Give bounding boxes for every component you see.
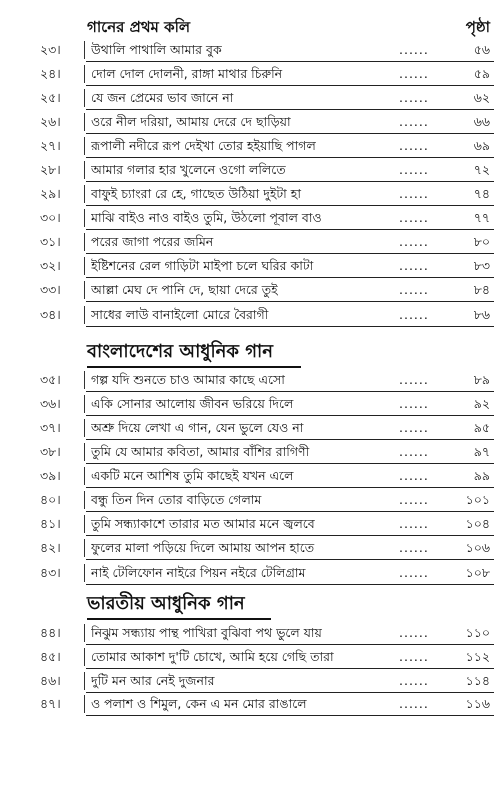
row-rule	[86, 326, 494, 327]
entry-page-number: ১১০	[465, 625, 490, 640]
entry-title: তুমি যে আমার কবিতা, আমার বাঁশির রাগিণী	[91, 444, 310, 459]
entry-title: নাই টেলিফোন নাইরে পিয়ন নইরে টেলিগ্রাম	[91, 565, 306, 580]
entry-page-number: ৯২	[473, 396, 490, 411]
entry-separator	[84, 281, 85, 299]
entry-title: বাফুই চ্যাংরা রে হে, গাছেত উঠিয়া দুইটা হা	[91, 186, 301, 201]
entry-number: ২৪।	[40, 66, 61, 81]
entry-title: রূপালী নদীরে রূপ দেইখা তোর হইয়াছি পাগল	[91, 138, 316, 153]
dot-leader: ......	[399, 210, 429, 225]
entry-number: ৪৭।	[40, 696, 61, 711]
toc-entry	[0, 464, 496, 488]
entry-separator	[84, 65, 85, 83]
entry-separator	[84, 624, 85, 642]
toc-entry	[0, 512, 496, 536]
dot-leader: ......	[399, 186, 429, 201]
entry-number: ৩৫।	[40, 372, 61, 387]
entry-title: পরের জাগা পরের জমিন	[91, 234, 214, 249]
dot-leader: ......	[399, 565, 429, 580]
entry-title: একি সোনার আলোয় জীবন ভরিয়ে দিলে	[91, 396, 294, 411]
dot-leader: ......	[399, 138, 429, 153]
entry-title: ওরে নীল দরিয়া, আমায় দেরে দে ছাড়িয়া	[91, 114, 291, 129]
entry-title: ইষ্টিশনের রেল গাড়িটা মাইপা চলে ঘরির কাটা	[91, 258, 314, 273]
dot-leader: ......	[399, 649, 429, 664]
entry-page-number: ১০১	[465, 492, 490, 507]
entry-number: ৩২।	[40, 258, 61, 273]
column-title: গানের প্রথম কলি	[87, 18, 191, 36]
entry-separator	[84, 137, 85, 155]
entry-number: ৩৮।	[40, 444, 61, 459]
entry-title: ও পলাশ ও শিমুল, কেন এ মন মোর রাঙালে	[91, 696, 307, 711]
entry-number: ২৮।	[40, 162, 61, 177]
entry-number: ৩০।	[40, 210, 61, 225]
toc-entry	[0, 230, 496, 254]
entry-title: দুটি মন আর নেই দুজনার	[91, 673, 215, 688]
entry-separator	[84, 89, 85, 107]
entry-separator	[84, 467, 85, 485]
entry-page-number: ৯৭	[473, 444, 490, 459]
dot-leader: ......	[399, 307, 429, 322]
toc-entry	[0, 158, 496, 182]
entry-page-number: ১০৪	[465, 516, 490, 531]
entry-title: তুমি সন্ধ্যাকাশে তারার মত আমার মনে জ্বলবে	[91, 516, 315, 531]
toc-entry	[0, 669, 496, 693]
dot-leader: ......	[399, 258, 429, 273]
entry-title: নিঝুম সন্ধ্যায় পান্থ পাখিরা বুঝিবা পথ ভুলে যায়	[91, 625, 322, 640]
toc-entry	[0, 86, 496, 110]
entry-separator	[84, 233, 85, 251]
entry-title: দোল দোল দোলনী, রাঙ্গা মাথার চিরুনি	[91, 66, 283, 81]
dot-leader: ......	[399, 696, 429, 711]
entry-separator	[84, 491, 85, 509]
entry-number: ৩৪।	[40, 307, 61, 322]
dot-leader: ......	[399, 492, 429, 507]
entry-number: ৩৯।	[40, 468, 61, 483]
section-heading: ভারতীয় আধুনিক গান	[87, 593, 245, 614]
entry-number: ৩১।	[40, 234, 61, 249]
toc-entry	[0, 621, 496, 645]
entry-separator	[84, 161, 85, 179]
entry-separator	[84, 648, 85, 666]
toc-entry	[0, 110, 496, 134]
entry-page-number: ৮৩	[473, 258, 490, 273]
toc-entry	[0, 536, 496, 560]
entry-page-number: ৮৪	[473, 282, 490, 297]
entry-page-number: ৭৭	[473, 210, 490, 225]
entry-separator	[84, 672, 85, 690]
entry-separator	[84, 395, 85, 413]
entry-page-number: ৮০	[473, 234, 490, 249]
entry-separator	[84, 539, 85, 557]
entry-number: ২৫।	[40, 90, 61, 105]
dot-leader: ......	[399, 396, 429, 411]
dot-leader: ......	[399, 444, 429, 459]
entry-separator	[84, 443, 85, 461]
row-rule	[86, 715, 494, 716]
entry-title: তোমার আকাশ দু'টি চোখে, আমি হয়ে গেছি তারা	[91, 649, 334, 664]
entry-page-number: ৯৯	[473, 468, 490, 483]
entry-page-number: ৯৫	[473, 420, 490, 435]
entry-number: ৪৫।	[40, 649, 61, 664]
dot-leader: ......	[399, 468, 429, 483]
entry-page-number: ৮৯	[473, 372, 490, 387]
section-heading: বাংলাদেশের আধুনিক গান	[87, 341, 273, 362]
toc-entry	[0, 303, 496, 327]
entry-separator	[84, 185, 85, 203]
dot-leader: ......	[399, 114, 429, 129]
entry-title: ফুলের মালা পড়িয়ে দিলে আমায় আপন হাতে	[91, 540, 315, 555]
toc-entry	[0, 368, 496, 392]
row-rule	[86, 559, 494, 560]
entry-title: বন্ধু তিন দিন তোর বাড়িতে গেলাম	[91, 492, 262, 507]
dot-leader: ......	[399, 372, 429, 387]
dot-leader: ......	[399, 625, 429, 640]
entry-title: আল্লা মেঘ দে পানি দে, ছায়া দেরে তুই	[91, 282, 278, 297]
page-column-label: পৃষ্ঠা	[465, 18, 490, 36]
entry-title: উথালি পাথালি আমার বুক	[91, 42, 222, 57]
entry-separator	[84, 113, 85, 131]
toc-entry	[0, 278, 496, 302]
dot-leader: ......	[399, 42, 429, 57]
dot-leader: ......	[399, 540, 429, 555]
entry-page-number: ১০৮	[465, 565, 490, 580]
entry-number: ৩৬।	[40, 396, 61, 411]
entry-separator	[84, 695, 85, 713]
toc-entry	[0, 38, 496, 62]
toc-entry	[0, 645, 496, 669]
entry-number: ৪২।	[40, 540, 61, 555]
entry-page-number: ৫৯	[473, 66, 490, 81]
entry-page-number: ৬৯	[473, 138, 490, 153]
entry-separator	[84, 515, 85, 533]
entry-separator	[84, 209, 85, 227]
entry-separator	[84, 371, 85, 389]
toc-entry	[0, 416, 496, 440]
toc-entry	[0, 182, 496, 206]
entry-title: মাঝি বাইও নাও বাইও তুমি, উঠলো পূবাল বাও	[91, 210, 322, 225]
entry-number: ২৭।	[40, 138, 61, 153]
entry-page-number: ৬২	[473, 90, 490, 105]
dot-leader: ......	[399, 282, 429, 297]
entry-page-number: ৫৬	[473, 42, 490, 57]
dot-leader: ......	[399, 90, 429, 105]
entry-page-number: ১১৬	[465, 696, 490, 711]
entry-number: ২৯।	[40, 186, 61, 201]
entry-number: ৩৭।	[40, 420, 61, 435]
toc-entry	[0, 392, 496, 416]
entry-page-number: ৮৬	[473, 307, 490, 322]
entry-separator	[84, 257, 85, 275]
entry-number: ৩৩।	[40, 282, 61, 297]
entry-title: যে জন প্রেমের ভাব জানে না	[91, 90, 234, 105]
entry-title: গল্প যদি শুনতে চাও আমার কাছে এসো	[91, 372, 285, 387]
entry-number: ৪৪।	[40, 625, 61, 640]
entry-title: সাধের লাউ বানাইলো মোরে বৈরাগী	[91, 307, 269, 322]
entry-number: ৪০।	[40, 492, 61, 507]
entry-number: ৪৩।	[40, 565, 61, 580]
entry-page-number: ১০৬	[465, 540, 490, 555]
entry-number: ৪১।	[40, 516, 61, 531]
entry-title: আমার গলার হার খুলেনে ওগো ললিতে	[91, 162, 286, 177]
row-rule	[86, 301, 494, 302]
entry-page-number: ১১৪	[465, 673, 490, 688]
entry-number: ২৩।	[40, 42, 61, 57]
section-underline	[87, 618, 271, 620]
entry-page-number: ৬৬	[473, 114, 490, 129]
dot-leader: ......	[399, 234, 429, 249]
toc-entry	[0, 440, 496, 464]
entry-separator	[84, 564, 85, 582]
section-underline	[87, 366, 301, 368]
entry-title: একটি মনে আশিষ তুমি কাছেই যখন এলে	[91, 468, 294, 483]
toc-entry	[0, 488, 496, 512]
entry-page-number: ৭২	[473, 162, 490, 177]
dot-leader: ......	[399, 420, 429, 435]
entry-page-number: ১১২	[465, 649, 490, 664]
toc-entry	[0, 561, 496, 585]
dot-leader: ......	[399, 673, 429, 688]
entry-separator	[84, 41, 85, 59]
toc-entry	[0, 692, 496, 716]
toc-entry	[0, 134, 496, 158]
entry-number: ২৬।	[40, 114, 61, 129]
toc-entry	[0, 206, 496, 230]
entry-separator	[84, 306, 85, 324]
dot-leader: ......	[399, 66, 429, 81]
entry-number: ৪৬।	[40, 673, 61, 688]
entry-page-number: ৭৪	[473, 186, 490, 201]
entry-title: অশ্রু দিয়ে লেখা এ গান, যেন ভুলে যেও না	[91, 420, 304, 435]
entry-separator	[84, 419, 85, 437]
dot-leader: ......	[399, 516, 429, 531]
row-rule	[86, 584, 494, 585]
toc-entry	[0, 62, 496, 86]
dot-leader: ......	[399, 162, 429, 177]
toc-entry	[0, 254, 496, 278]
